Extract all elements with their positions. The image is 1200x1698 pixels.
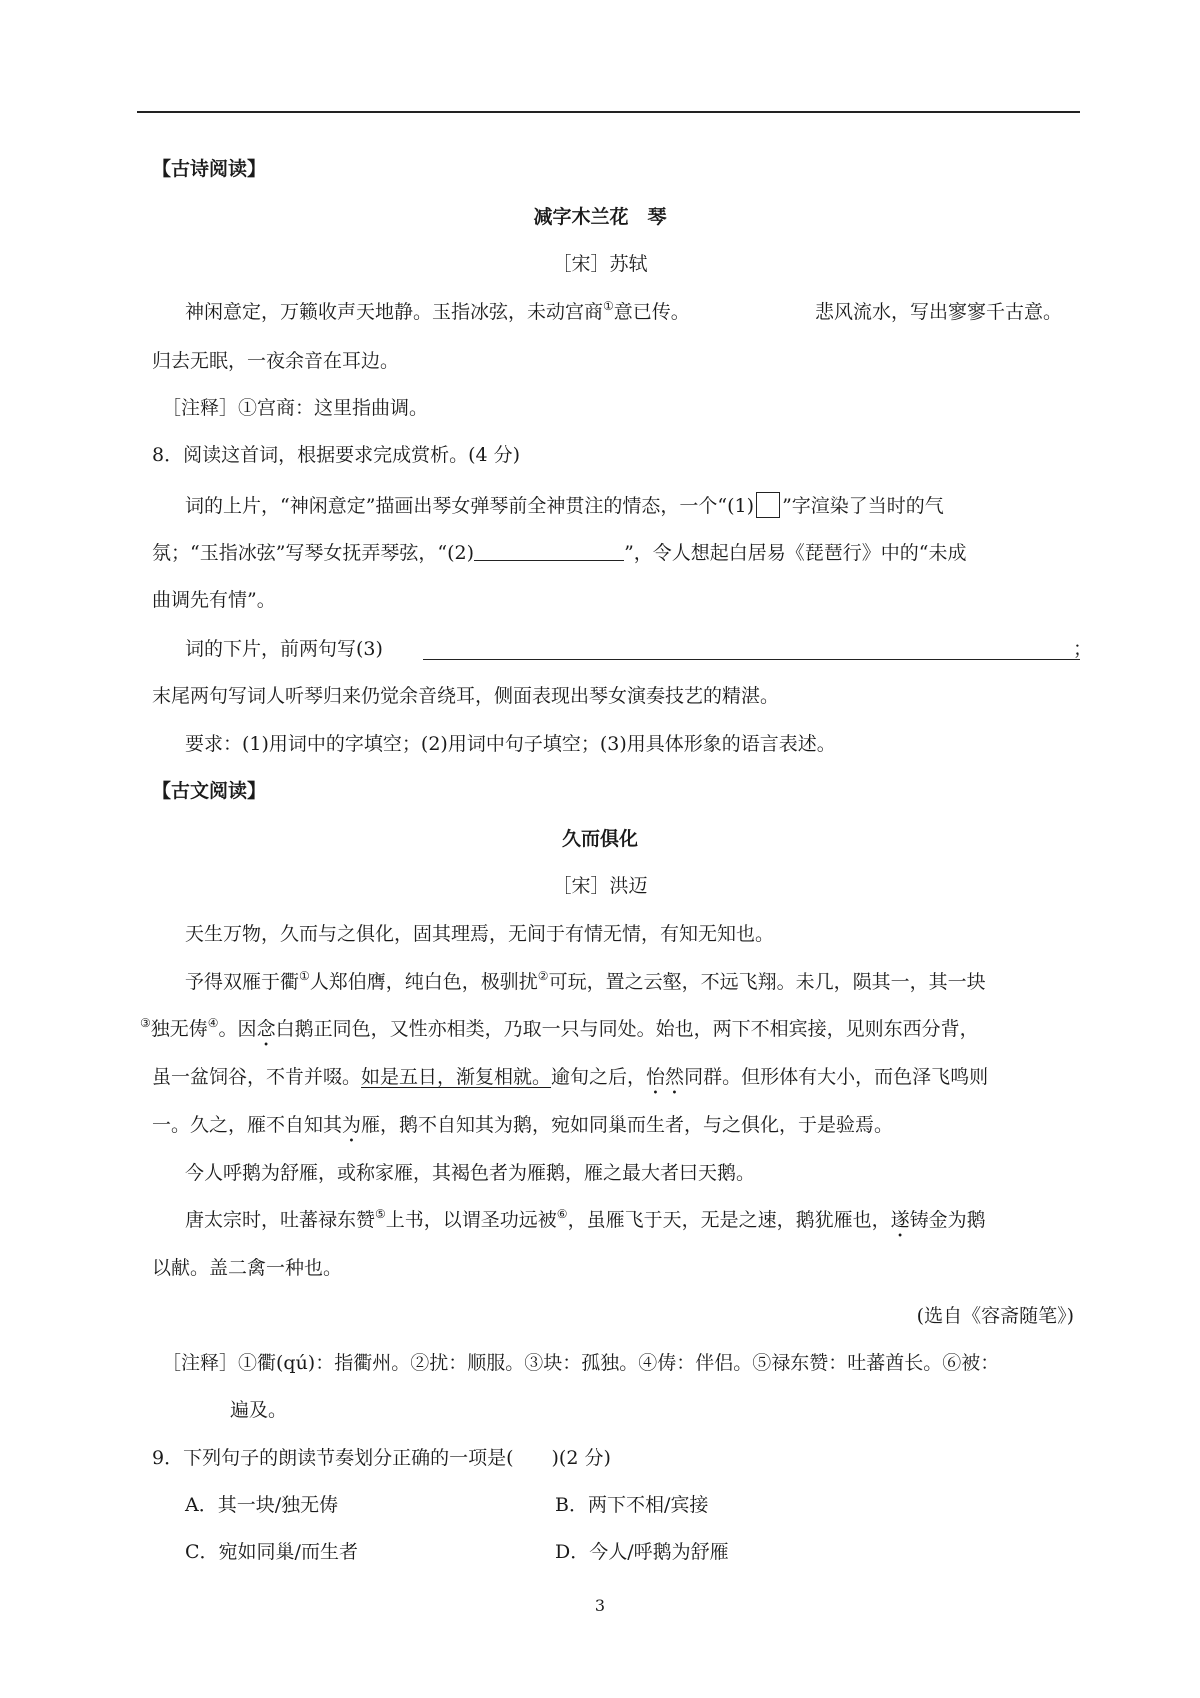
answer-blank-3[interactable] bbox=[423, 639, 1080, 660]
prose-text: 上书，以谓圣功远被 bbox=[385, 1209, 557, 1231]
prose-note-line-1: ［注释］①衢(qú)：指衢州。②扰：顺服。③块：孤独。④俦：伴侣。⑤禄东赞：吐蕃酋长。⑥被： bbox=[162, 1352, 1000, 1374]
prose-note-line-2: 遍及。 bbox=[230, 1399, 288, 1421]
prose-paragraph-1: 天生万物，久而与之俱化，固其理焉，无间于有情无情，有知无知也。 bbox=[185, 923, 775, 945]
prose-text: 同群。但形体有大小，而色泽飞鸣则 bbox=[684, 1066, 989, 1088]
poem-line-2: 归去无眠，一夜余音在耳边。 bbox=[152, 350, 400, 372]
emphasized-word: 为 bbox=[342, 1114, 362, 1136]
answer-blank-2[interactable] bbox=[474, 540, 624, 561]
option-letter: C． bbox=[185, 1541, 219, 1563]
prose-text: 白鹅正同色，又性亦相类，乃取一只与同处。始也，两下不相宾接，见则东西分背， bbox=[275, 1018, 979, 1040]
prose-text: 可玩，置之云壑，不远飞翔。未几，陨其一，其一块 bbox=[548, 971, 986, 993]
prose-paragraph-2-line-1 bbox=[185, 970, 986, 994]
prose-text: 独无俦 bbox=[150, 1018, 208, 1040]
header-rule bbox=[137, 111, 1080, 113]
poem-author: ［宋］苏轼 bbox=[552, 253, 648, 275]
option-text: 其一块/独无俦 bbox=[217, 1494, 339, 1516]
prose-paragraph-2-line-2 bbox=[140, 1017, 979, 1051]
footnote-marker: ① bbox=[299, 969, 310, 983]
poem-text: 意已传。 bbox=[613, 301, 690, 323]
underlined-sentence: 如是五日，渐复相就。 bbox=[361, 1066, 552, 1088]
prose-paragraph-3: 今人呼鹅为舒雁，或称家雁，其褐色者为雁鹅，雁之最大者曰天鹅。 bbox=[185, 1162, 756, 1184]
page-number: 3 bbox=[594, 1596, 606, 1615]
footnote-marker: ① bbox=[603, 299, 614, 313]
prose-paragraph-4-line-1 bbox=[185, 1208, 986, 1242]
poem-line-1 bbox=[185, 300, 690, 324]
emphasized-word: 念 bbox=[256, 1018, 276, 1040]
q8-text: 词的下片，前两句写(3) bbox=[185, 638, 383, 660]
option-letter: D． bbox=[555, 1541, 590, 1563]
prose-text: 雁，鹅不自知其为鹅，宛如同巢而生者，与之俱化，于是验焉。 bbox=[361, 1114, 894, 1136]
prose-text: 铸金为鹅 bbox=[909, 1209, 986, 1231]
option-a[interactable] bbox=[185, 1493, 338, 1517]
prose-text: 逾旬之后， bbox=[551, 1066, 647, 1088]
prose-text: ，虽雁飞于天，无是之速，鹅犹雁也， bbox=[567, 1209, 891, 1231]
poem-note: ［注释］①宫商：这里指曲调。 bbox=[162, 397, 429, 419]
prose-paragraph-4-line-2: 以献。盖二禽一种也。 bbox=[152, 1257, 343, 1279]
poem-line-1-second-half: 悲风流水，写出寥寥千古意。 bbox=[815, 301, 1063, 323]
prose-text: 唐太宗时，吐蕃禄东赞 bbox=[185, 1209, 376, 1231]
prose-author: ［宋］洪迈 bbox=[552, 875, 648, 897]
option-d[interactable] bbox=[555, 1540, 729, 1564]
option-letter: B． bbox=[555, 1494, 588, 1516]
q8-text: 词的上片，“神闲意定”描画出琴女弹琴前全神贯注的情态，一个“(1) bbox=[185, 495, 755, 517]
option-text: 宛如同巢/而生者 bbox=[218, 1541, 358, 1563]
poem-text: 神闲意定，万籁收声天地静。玉指冰弦，未动宫商 bbox=[185, 301, 604, 323]
emphasized-word: 怡然 bbox=[646, 1066, 685, 1088]
option-b[interactable] bbox=[555, 1493, 708, 1517]
prose-paragraph-2-line-3 bbox=[152, 1065, 988, 1099]
prose-text: 一。久之，雁不自知其 bbox=[152, 1114, 343, 1136]
footnote-marker: ④ bbox=[207, 1016, 219, 1030]
q8-text: 氛；“玉指冰弦”写琴女抚弄琴弦，“(2) bbox=[152, 542, 475, 564]
poem-section-heading: 【古诗阅读】 bbox=[152, 158, 267, 180]
prose-text: 。因 bbox=[218, 1018, 257, 1040]
question-8-stem: 8．阅读这首词，根据要求完成赏析。(4 分) bbox=[152, 444, 521, 466]
q8-paragraph-line-2 bbox=[152, 540, 967, 565]
q8-paragraph-line-1 bbox=[185, 492, 944, 518]
option-c[interactable] bbox=[185, 1540, 358, 1564]
option-letter: A． bbox=[185, 1494, 218, 1516]
q8-requirements: 要求：(1)用词中的字填空；(2)用词中句子填空；(3)用具体形象的语言表述。 bbox=[185, 733, 836, 755]
prose-text: 虽一盆饲谷，不肯并啜。 bbox=[152, 1066, 362, 1088]
prose-source: (选自《容斋随笔》) bbox=[916, 1305, 1074, 1327]
answer-box-1[interactable] bbox=[756, 492, 780, 518]
footnote-marker: ⑥ bbox=[556, 1207, 568, 1221]
q8-paragraph-line-4 bbox=[185, 637, 383, 661]
footnote-marker: ② bbox=[537, 969, 549, 983]
poem-title: 减字木兰花 琴 bbox=[533, 206, 667, 228]
footnote-marker: ③ bbox=[140, 1016, 151, 1030]
prose-title: 久而俱化 bbox=[561, 828, 638, 850]
question-9-stem: 9．下列句子的朗读节奏划分正确的一项是( )(2 分) bbox=[152, 1447, 611, 1469]
footnote-marker: ⑤ bbox=[375, 1207, 386, 1221]
option-text: 今人/呼鹅为舒雁 bbox=[589, 1541, 729, 1563]
q8-semicolon: ； bbox=[1073, 638, 1093, 660]
q8-paragraph-line-3: 曲调先有情”。 bbox=[152, 589, 276, 611]
emphasized-word: 遂 bbox=[890, 1209, 910, 1231]
prose-text: 予得双雁于衢 bbox=[185, 971, 300, 993]
q8-text: ”字渲染了当时的气 bbox=[782, 495, 944, 517]
prose-paragraph-2-line-4 bbox=[152, 1113, 893, 1147]
q8-text: ”，令人想起白居易《琵琶行》中的“未成 bbox=[624, 542, 967, 564]
prose-section-heading: 【古文阅读】 bbox=[152, 780, 267, 802]
prose-text: 人郑伯膺，纯白色，极驯扰 bbox=[309, 971, 538, 993]
q8-paragraph-line-5: 末尾两句写词人听琴归来仍觉余音绕耳，侧面表现出琴女演奏技艺的精湛。 bbox=[152, 685, 780, 707]
option-text: 两下不相/宾接 bbox=[587, 1494, 709, 1516]
